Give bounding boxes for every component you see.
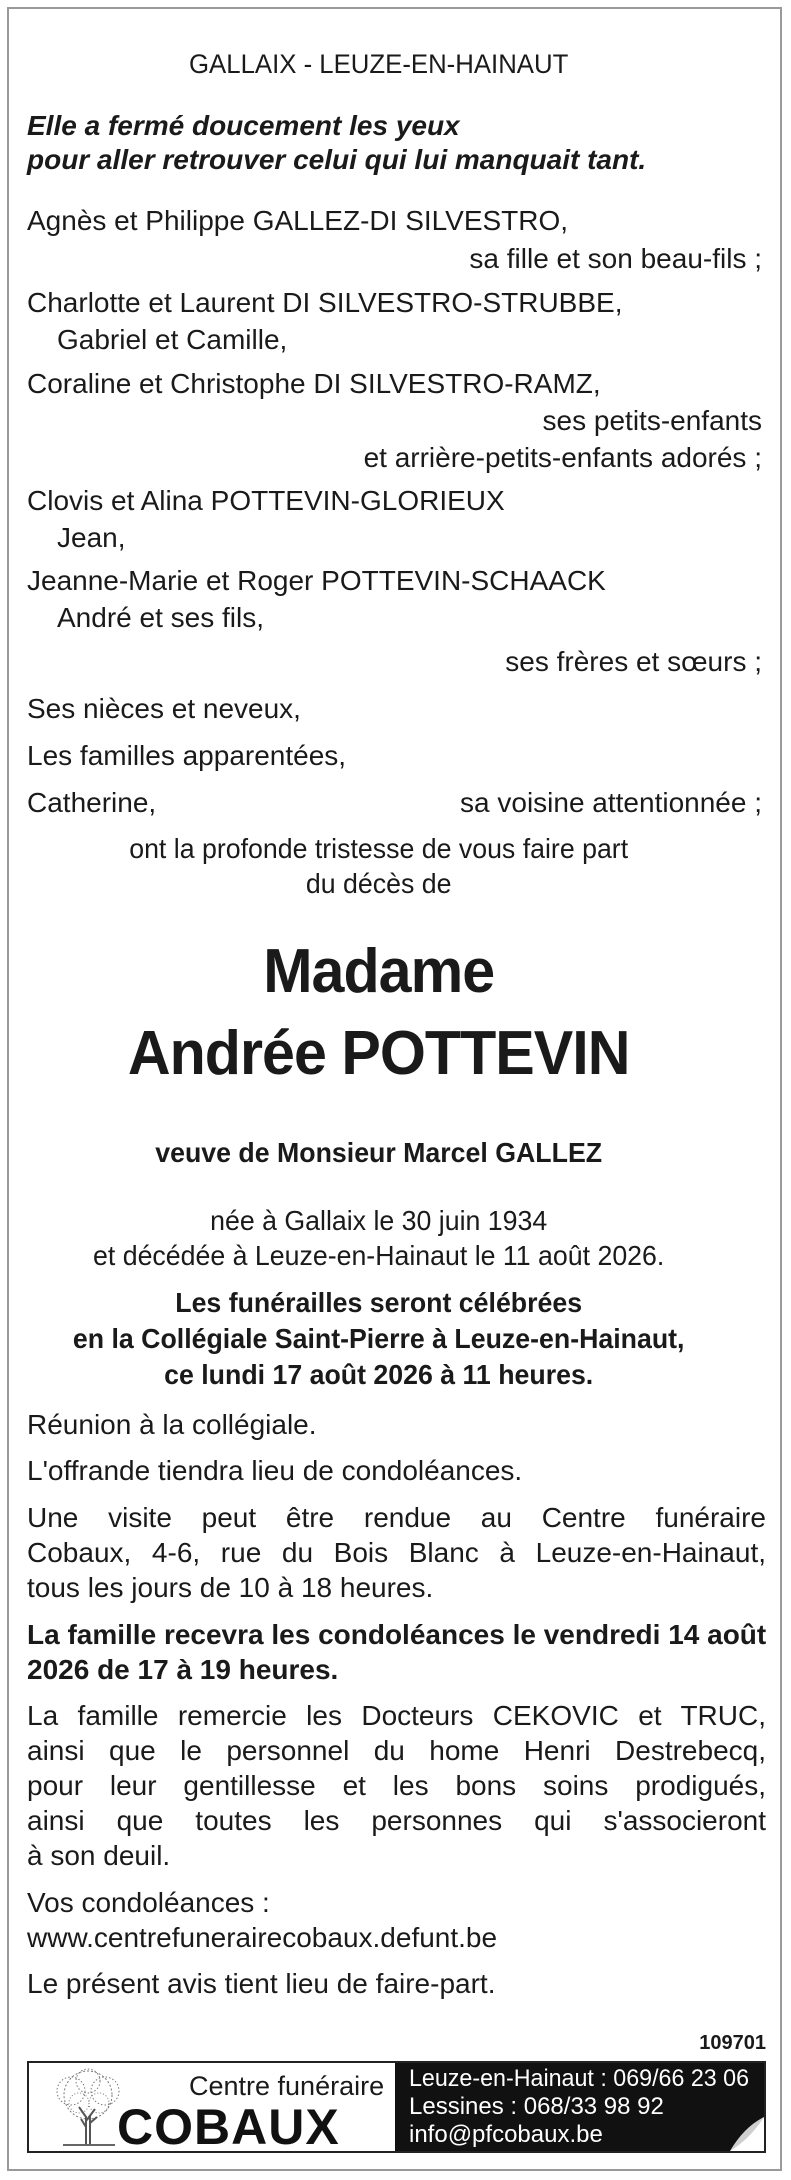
funeral-home-banner xyxy=(27,2061,766,2153)
family-line: Charlotte et Laurent DI SILVESTRO-STRUBBE, xyxy=(27,287,623,318)
online-condolences-url[interactable]: www.centrefunerairecobaux.defunt.be xyxy=(27,1922,498,1953)
condolences-reception: 2026 de 17 à 19 heures. xyxy=(27,1654,339,1685)
family-relation: et arrière-petits-enfants adorés ; xyxy=(363,442,762,473)
contact-panel xyxy=(395,2063,764,2151)
phone-lessines[interactable]: Lessines : 068/33 98 92 xyxy=(409,2093,664,2120)
family-line: Les familles apparentées, xyxy=(27,740,347,771)
thanks-text: ainsi que toutes les personnes qui s'associeront xyxy=(27,1805,766,1836)
reunion-text: Réunion à la collégiale. xyxy=(27,1409,317,1440)
visit-text: tous les jours de 10 à 18 heures. xyxy=(27,1572,434,1603)
deceased-name: Andrée POTTEVIN xyxy=(127,1019,630,1088)
condolences-reception: La famille recevra les condoléances le vendredi 14 août xyxy=(27,1619,767,1650)
ad-number: 109701 xyxy=(699,2032,766,2054)
phone-leuze[interactable]: Leuze-en-Hainaut : 069/66 23 06 xyxy=(409,2065,750,2092)
thanks-text: à son deuil. xyxy=(27,1840,171,1871)
closing-text: Le présent avis tient lieu de faire-part. xyxy=(27,1968,496,1999)
family-line: Jean, xyxy=(57,522,126,553)
email-link[interactable]: info@pfcobaux.be xyxy=(409,2121,603,2148)
thanks-text: pour leur gentillesse et les bons soins prodigués, xyxy=(27,1770,766,1801)
family-relation: ses frères et sœurs ; xyxy=(505,646,762,677)
funeral-home-logo xyxy=(29,2063,395,2155)
thanks-text: ainsi que le personnel du home Henri Destrebecq, xyxy=(27,1735,766,1766)
family-line: Agnès et Philippe GALLEZ-DI SILVESTRO, xyxy=(27,205,569,236)
deceased-title: Madame xyxy=(263,937,495,1006)
thanks-text: La famille remercie les Docteurs CEKOVIC et TRUC, xyxy=(27,1700,766,1731)
quote-line-1: Elle a fermé doucement les yeux xyxy=(27,110,460,141)
funeral-line: en la Collégiale Saint-Pierre à Leuze-en-Hainaut, xyxy=(72,1323,685,1354)
family-line: Clovis et Alina POTTEVIN-GLORIEUX xyxy=(27,485,505,516)
death-line: et décédée à Leuze-en-Hainaut le 11 août 2026. xyxy=(93,1240,665,1271)
brand-name: COBAUX xyxy=(117,2099,340,2155)
family-line: Gabriel et Camille, xyxy=(57,324,288,355)
location-heading: GALLAIX - LEUZE-EN-HAINAUT xyxy=(189,49,569,79)
online-condolences-label: Vos condoléances : xyxy=(27,1887,270,1918)
family-relation: ses petits-enfants xyxy=(542,405,762,436)
funeral-line: ce lundi 17 août 2026 à 11 heures. xyxy=(164,1359,594,1390)
quote-line-2: pour aller retrouver celui qui lui manquait tant. xyxy=(27,144,647,175)
family-relation: sa fille et son beau-fils ; xyxy=(469,243,762,274)
death-notice xyxy=(7,7,782,2171)
offering-text: L'offrande tiendra lieu de condoléances. xyxy=(27,1455,523,1486)
family-line: Ses nièces et neveux, xyxy=(27,693,301,724)
family-line: Coraline et Christophe DI SILVESTRO-RAMZ, xyxy=(27,368,601,399)
family-line: André et ses fils, xyxy=(57,602,264,633)
visit-text: Cobaux, 4-6, rue du Bois Blanc à Leuze-en-Hainaut, xyxy=(27,1537,766,1568)
widow-of: veuve de Monsieur Marcel GALLEZ xyxy=(155,1137,603,1168)
family-line: Jeanne-Marie et Roger POTTEVIN-SCHAACK xyxy=(27,565,606,596)
visit-text: Une visite peut être rendue au Centre funéraire xyxy=(27,1502,766,1533)
page-curl-icon xyxy=(730,2117,764,2151)
announcement-line: ont la profonde tristesse de vous faire part xyxy=(129,833,629,864)
brand-subtitle: Centre funéraire xyxy=(189,2071,385,2101)
family-relation: sa voisine attentionnée ; xyxy=(460,787,762,818)
announcement-line: du décès de xyxy=(305,868,452,899)
family-line: Catherine, xyxy=(27,787,157,818)
funeral-line: Les funérailles seront célébrées xyxy=(175,1287,583,1318)
birth-line: née à Gallaix le 30 juin 1934 xyxy=(210,1205,548,1236)
